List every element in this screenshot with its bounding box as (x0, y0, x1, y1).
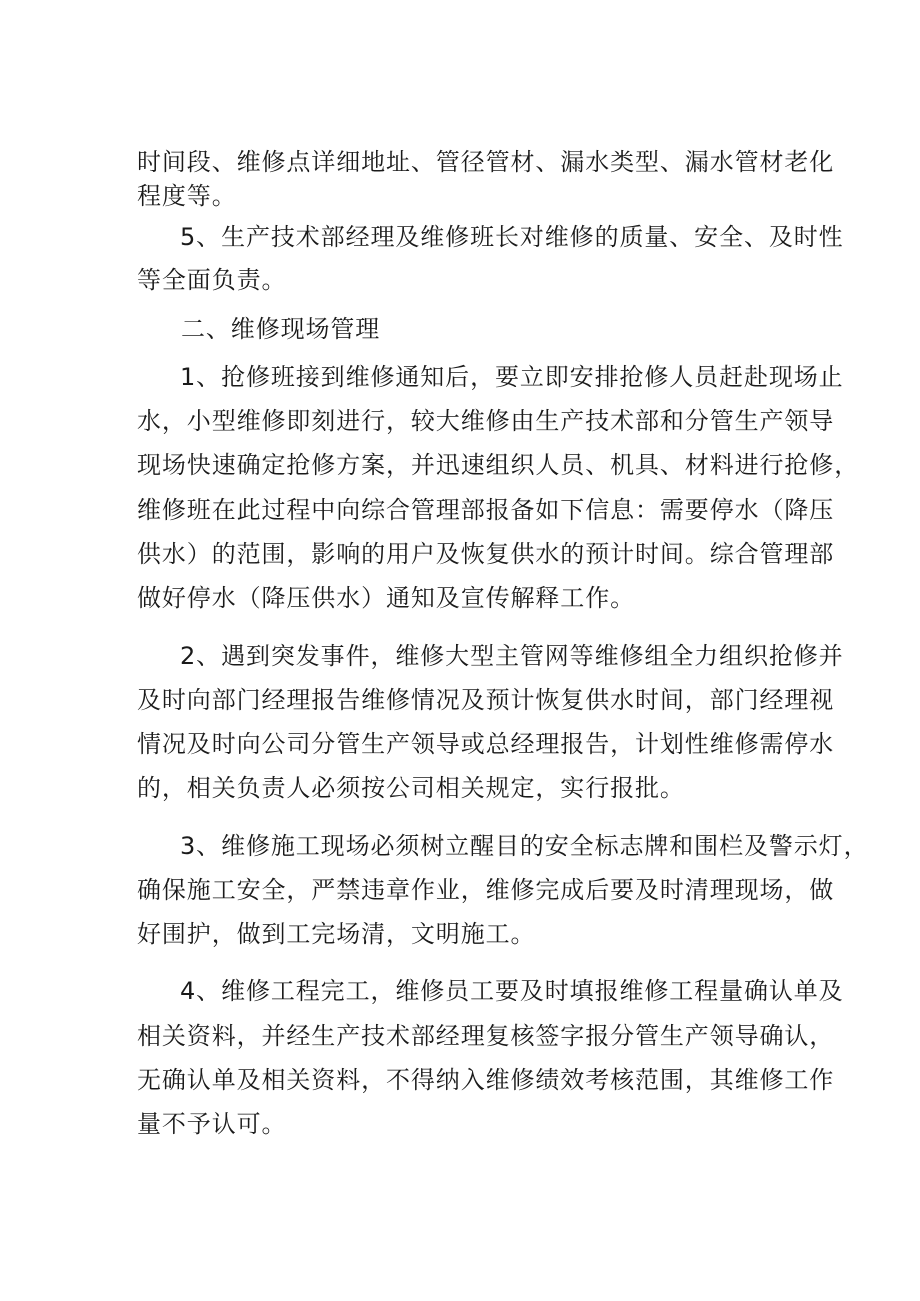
text-line: 程度等。 (137, 182, 237, 210)
text-line: 5、生产技术部经理及维修班长对维修的质量、安全、及时性 (180, 223, 844, 251)
text-line: 量不予认可。 (137, 1110, 287, 1138)
section-heading: 二、维修现场管理 (181, 315, 381, 343)
text-line: 水，小型维修即刻进行，较大维修由生产技术部和分管生产领导 (137, 407, 835, 435)
text-line: 4、维修工程完工，维修员工要及时填报维修工程量确认单及 (180, 977, 844, 1005)
text-line: 2、遇到突发事件，维修大型主管网等维修组全力组织抢修并 (180, 642, 844, 670)
text-line: 的，相关负责人必须按公司相关规定，实行报批。 (137, 774, 685, 802)
text-line: 现场快速确定抢修方案，并迅速组织人员、机具、材料进行抢修， (137, 451, 860, 479)
text-line: 及时向部门经理报告维修情况及预计恢复供水时间，部门经理视 (137, 686, 835, 714)
text-line: 好围护，做到工完场清，文明施工。 (137, 920, 536, 948)
text-line: 供水）的范围，影响的用户及恢复供水的预计时间。综合管理部 (137, 540, 835, 568)
text-line: 确保施工安全，严禁违章作业，维修完成后要及时清理现场，做 (137, 876, 835, 904)
text-line: 1、抢修班接到维修通知后，要立即安排抢修人员赶赴现场止 (180, 363, 844, 391)
text-line: 相关资料，并经生产技术部经理复核签字报分管生产领导确认， (137, 1022, 835, 1050)
text-line: 维修班在此过程中向综合管理部报备如下信息：需要停水（降压 (137, 496, 835, 524)
text-line: 做好停水（降压供水）通知及宣传解释工作。 (137, 584, 635, 612)
text-line: 情况及时向公司分管生产领导或总经理报告，计划性维修需停水 (137, 730, 835, 758)
text-line: 3、维修施工现场必须树立醒目的安全标志牌和围栏及警示灯， (180, 832, 869, 860)
text-line: 时间段、维修点详细地址、管径管材、漏水类型、漏水管材老化 (137, 148, 835, 176)
text-line: 无确认单及相关资料，不得纳入维修绩效考核范围，其维修工作 (137, 1066, 835, 1094)
text-line: 等全面负责。 (137, 266, 287, 294)
